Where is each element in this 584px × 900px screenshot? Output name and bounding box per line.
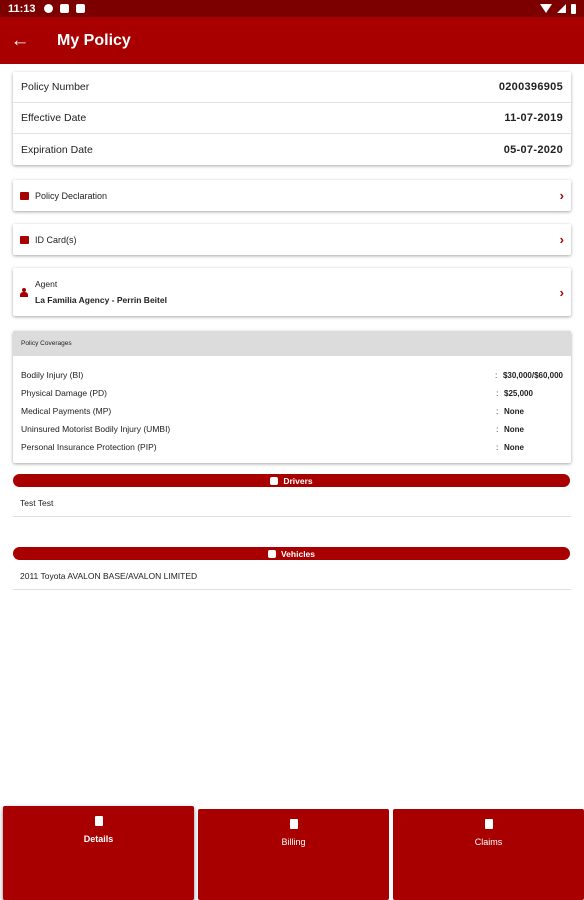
coverage-name: Personal Insurance Protection (PIP) (21, 442, 157, 452)
people-icon (270, 477, 278, 485)
expiration-date-label: Expiration Date (21, 143, 93, 156)
coverage-value: $25,000 (504, 388, 533, 398)
list-item[interactable] (13, 490, 571, 517)
vehicles-section-header (13, 547, 570, 560)
driver-name: Test Test (20, 498, 54, 508)
battery-icon (571, 4, 576, 14)
coverage-colon: : (496, 406, 499, 416)
status-bar (0, 0, 584, 17)
tab-claims[interactable] (393, 809, 584, 900)
car-icon (268, 550, 276, 558)
tab-billing-label: Billing (281, 837, 306, 847)
coverage-value: None (504, 442, 524, 452)
coverage-row (13, 366, 571, 384)
list-item[interactable] (13, 563, 571, 590)
back-button[interactable] (0, 17, 40, 64)
coverage-value: None (504, 424, 524, 434)
coverage-name: Medical Payments (MP) (21, 406, 112, 416)
effective-date-label: Effective Date (21, 112, 87, 124)
policy-number-value: 0200396905 (498, 81, 563, 93)
wifi-icon (540, 4, 552, 13)
coverage-colon: : (496, 442, 499, 452)
vehicles-title: Vehicles (280, 548, 316, 559)
policy-number-label: Policy Number (21, 81, 90, 93)
tab-claims-label: Claims (474, 837, 503, 847)
coverage-name: Bodily Injury (BI) (21, 370, 84, 380)
coverage-colon: : (496, 424, 499, 434)
policy-declaration-label: Policy Declaration (35, 190, 108, 201)
id-cards-label: ID Card(s) (35, 234, 77, 245)
tab-details[interactable] (3, 806, 194, 900)
coverage-value: None (504, 406, 524, 416)
coverage-name: Uninsured Motorist Bodily Injury (UMBI) (21, 424, 171, 434)
vehicle-name: 2011 Toyota AVALON BASE/AVALON LIMITED (20, 571, 198, 581)
settings-icon (44, 4, 53, 13)
status-time: 11:13 (8, 2, 36, 15)
id-cards-link[interactable] (13, 224, 571, 255)
agent-label: Agent (35, 279, 58, 289)
tab-billing[interactable] (198, 809, 389, 900)
drivers-section-header (13, 474, 570, 487)
chevron-right-icon: › (559, 188, 564, 203)
sd-card-icon (76, 4, 85, 13)
id-card-icon (20, 236, 29, 244)
coverage-row (13, 420, 571, 438)
coverage-row (13, 402, 571, 420)
expiration-date-value: 05-07-2020 (503, 143, 563, 156)
coverage-row (13, 438, 571, 456)
policy-coverages-card (13, 331, 571, 463)
policy-number-row (13, 72, 571, 103)
coverage-value: $30,000/$60,000 (502, 370, 563, 380)
document-icon (20, 192, 29, 200)
app-bar (0, 17, 584, 64)
coverage-name: Physical Damage (PD) (21, 388, 107, 398)
expiration-date-row (13, 134, 571, 165)
coverage-colon: : (496, 388, 499, 398)
drivers-title: Drivers (283, 475, 313, 486)
policy-info-card (13, 72, 571, 165)
coverage-row (13, 384, 571, 402)
notification-icon (60, 4, 69, 13)
page-title: My Policy (57, 31, 131, 49)
clipboard-icon (95, 816, 103, 826)
signal-icon (557, 4, 566, 13)
bar-chart-icon (290, 819, 298, 829)
bottom-nav (0, 806, 584, 900)
effective-date-row (13, 103, 571, 134)
policy-declaration-link[interactable] (13, 180, 571, 211)
person-icon (20, 288, 28, 297)
arrow-left-icon: ← (10, 29, 30, 51)
effective-date-value: 11-07-2019 (504, 112, 563, 124)
agent-card[interactable] (13, 268, 571, 316)
coverage-colon: : (494, 370, 498, 380)
coverages-header: Policy Coverages (13, 331, 571, 356)
chevron-right-icon: › (559, 232, 564, 247)
tab-details-label: Details (83, 834, 114, 844)
chevron-right-icon: › (559, 284, 564, 300)
agent-name: La Familia Agency - Perrin Beitel (35, 295, 167, 305)
document-icon (485, 819, 493, 829)
